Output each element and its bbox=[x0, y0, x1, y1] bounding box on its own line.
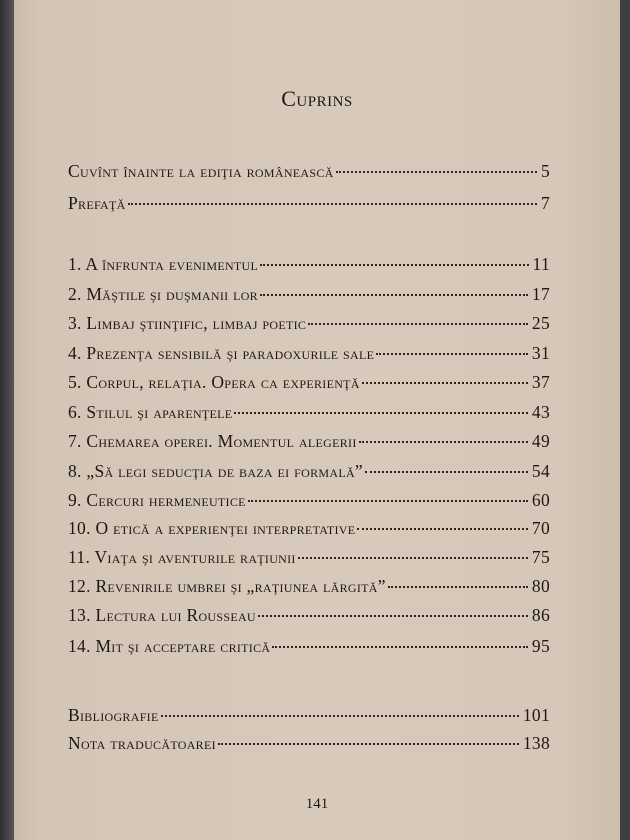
toc-entry-page: 25 bbox=[531, 313, 550, 333]
toc-entry[interactable] bbox=[68, 733, 550, 757]
toc-entry-page: 80 bbox=[531, 576, 550, 596]
toc-entry-page: 95 bbox=[531, 636, 550, 656]
toc-entry-title: 1. A înfrunta evenimentul bbox=[68, 254, 259, 274]
dot-leader bbox=[365, 471, 528, 473]
toc-entry-title: 5. Corpul, relaţia. Opera ca experienţă bbox=[68, 372, 360, 392]
dot-leader bbox=[298, 557, 528, 559]
toc-entry-title: 4. Prezenţa sensibilă şi paradoxurile sale bbox=[68, 343, 375, 363]
page-number: 141 bbox=[305, 796, 329, 812]
toc-entry-title: Nota traducătoarei bbox=[68, 733, 216, 753]
toc-entry[interactable] bbox=[68, 193, 550, 217]
toc-entry[interactable] bbox=[68, 254, 550, 278]
dot-leader bbox=[376, 353, 528, 355]
dot-leader bbox=[218, 743, 519, 745]
toc-entry-page: 5 bbox=[540, 161, 550, 181]
toc-entry[interactable] bbox=[68, 490, 550, 514]
toc-entry[interactable] bbox=[68, 402, 550, 426]
toc-entry-page: 101 bbox=[522, 705, 550, 725]
dot-leader bbox=[260, 264, 528, 266]
toc-entry[interactable] bbox=[68, 431, 550, 455]
dot-leader bbox=[362, 382, 528, 384]
toc-entry[interactable] bbox=[68, 343, 550, 367]
toc-entry-page: 60 bbox=[531, 490, 550, 510]
toc-entry-title: Bibliografie bbox=[68, 705, 159, 725]
dot-leader bbox=[234, 412, 527, 414]
dot-leader bbox=[128, 203, 537, 205]
toc-entry[interactable] bbox=[68, 372, 550, 396]
toc-entry-title: 7. Chemarea operei. Momentul alegerii bbox=[68, 431, 357, 451]
dot-leader bbox=[357, 528, 527, 530]
toc-entry-page: 43 bbox=[531, 402, 550, 422]
dot-leader bbox=[260, 294, 528, 296]
toc-entry-page: 31 bbox=[531, 343, 550, 363]
toc-entry-page: 17 bbox=[531, 284, 550, 304]
toc-entry[interactable] bbox=[68, 605, 550, 629]
toc-entry-page: 75 bbox=[531, 547, 550, 567]
dot-leader bbox=[388, 586, 528, 588]
toc-entry-title: 13. Lectura lui Rousseau bbox=[68, 605, 256, 625]
book-page bbox=[14, 0, 620, 840]
dot-leader bbox=[248, 500, 528, 502]
dot-leader bbox=[359, 441, 528, 443]
toc-entry-page: 138 bbox=[522, 733, 550, 753]
dot-leader bbox=[308, 323, 528, 325]
toc-entry-title: 11. Viaţa şi aventurile raţiunii bbox=[68, 547, 296, 567]
toc-entry-title: 6. Stilul şi aparenţele bbox=[68, 402, 233, 422]
toc-entry-title: 2. Măştile şi duşmanii lor bbox=[68, 284, 258, 304]
toc-entry[interactable] bbox=[68, 461, 550, 485]
toc-entry[interactable] bbox=[68, 636, 550, 660]
toc-entry[interactable] bbox=[68, 547, 550, 571]
toc-entry-page: 11 bbox=[532, 254, 550, 274]
toc-entry-title: Cuvînt înainte la ediţia românească bbox=[68, 161, 334, 181]
toc-entry[interactable] bbox=[68, 705, 550, 729]
toc-entry-page: 49 bbox=[531, 431, 550, 451]
dot-leader bbox=[272, 646, 528, 648]
toc-entry-page: 70 bbox=[531, 518, 550, 538]
toc-entry-title: 12. Revenirile umbrei şi „raţiunea lărgită” bbox=[68, 576, 386, 596]
toc-entry-title: 14. Mit şi acceptare critică bbox=[68, 636, 271, 656]
toc-entry-title: 10. O etică a experienţei interpretative bbox=[68, 518, 356, 538]
book-spine-shadow bbox=[0, 0, 14, 840]
toc-entry-page: 54 bbox=[531, 461, 550, 481]
toc-entry[interactable] bbox=[68, 284, 550, 308]
dot-leader bbox=[258, 615, 528, 617]
toc-entry-title: 8. „Să legi seducţia de baza ei formală” bbox=[68, 461, 364, 481]
toc-entry-page: 86 bbox=[531, 605, 550, 625]
page-title: Cuprins bbox=[281, 86, 353, 111]
toc-entry-title: 3. Limbaj ştiinţific, limbaj poetic bbox=[68, 313, 307, 333]
dot-leader bbox=[161, 715, 519, 717]
toc-entry[interactable] bbox=[68, 518, 550, 542]
toc-entry-title: 9. Cercuri hermeneutice bbox=[68, 490, 246, 510]
toc-entry-title: Prefaţă bbox=[68, 193, 126, 213]
dot-leader bbox=[336, 171, 537, 173]
toc-entry-page: 37 bbox=[531, 372, 550, 392]
page-edge-shadow bbox=[620, 0, 630, 840]
toc-entry[interactable] bbox=[68, 313, 550, 337]
toc-entry[interactable] bbox=[68, 576, 550, 600]
toc-entry[interactable] bbox=[68, 161, 550, 185]
toc-entry-page: 7 bbox=[540, 193, 550, 213]
